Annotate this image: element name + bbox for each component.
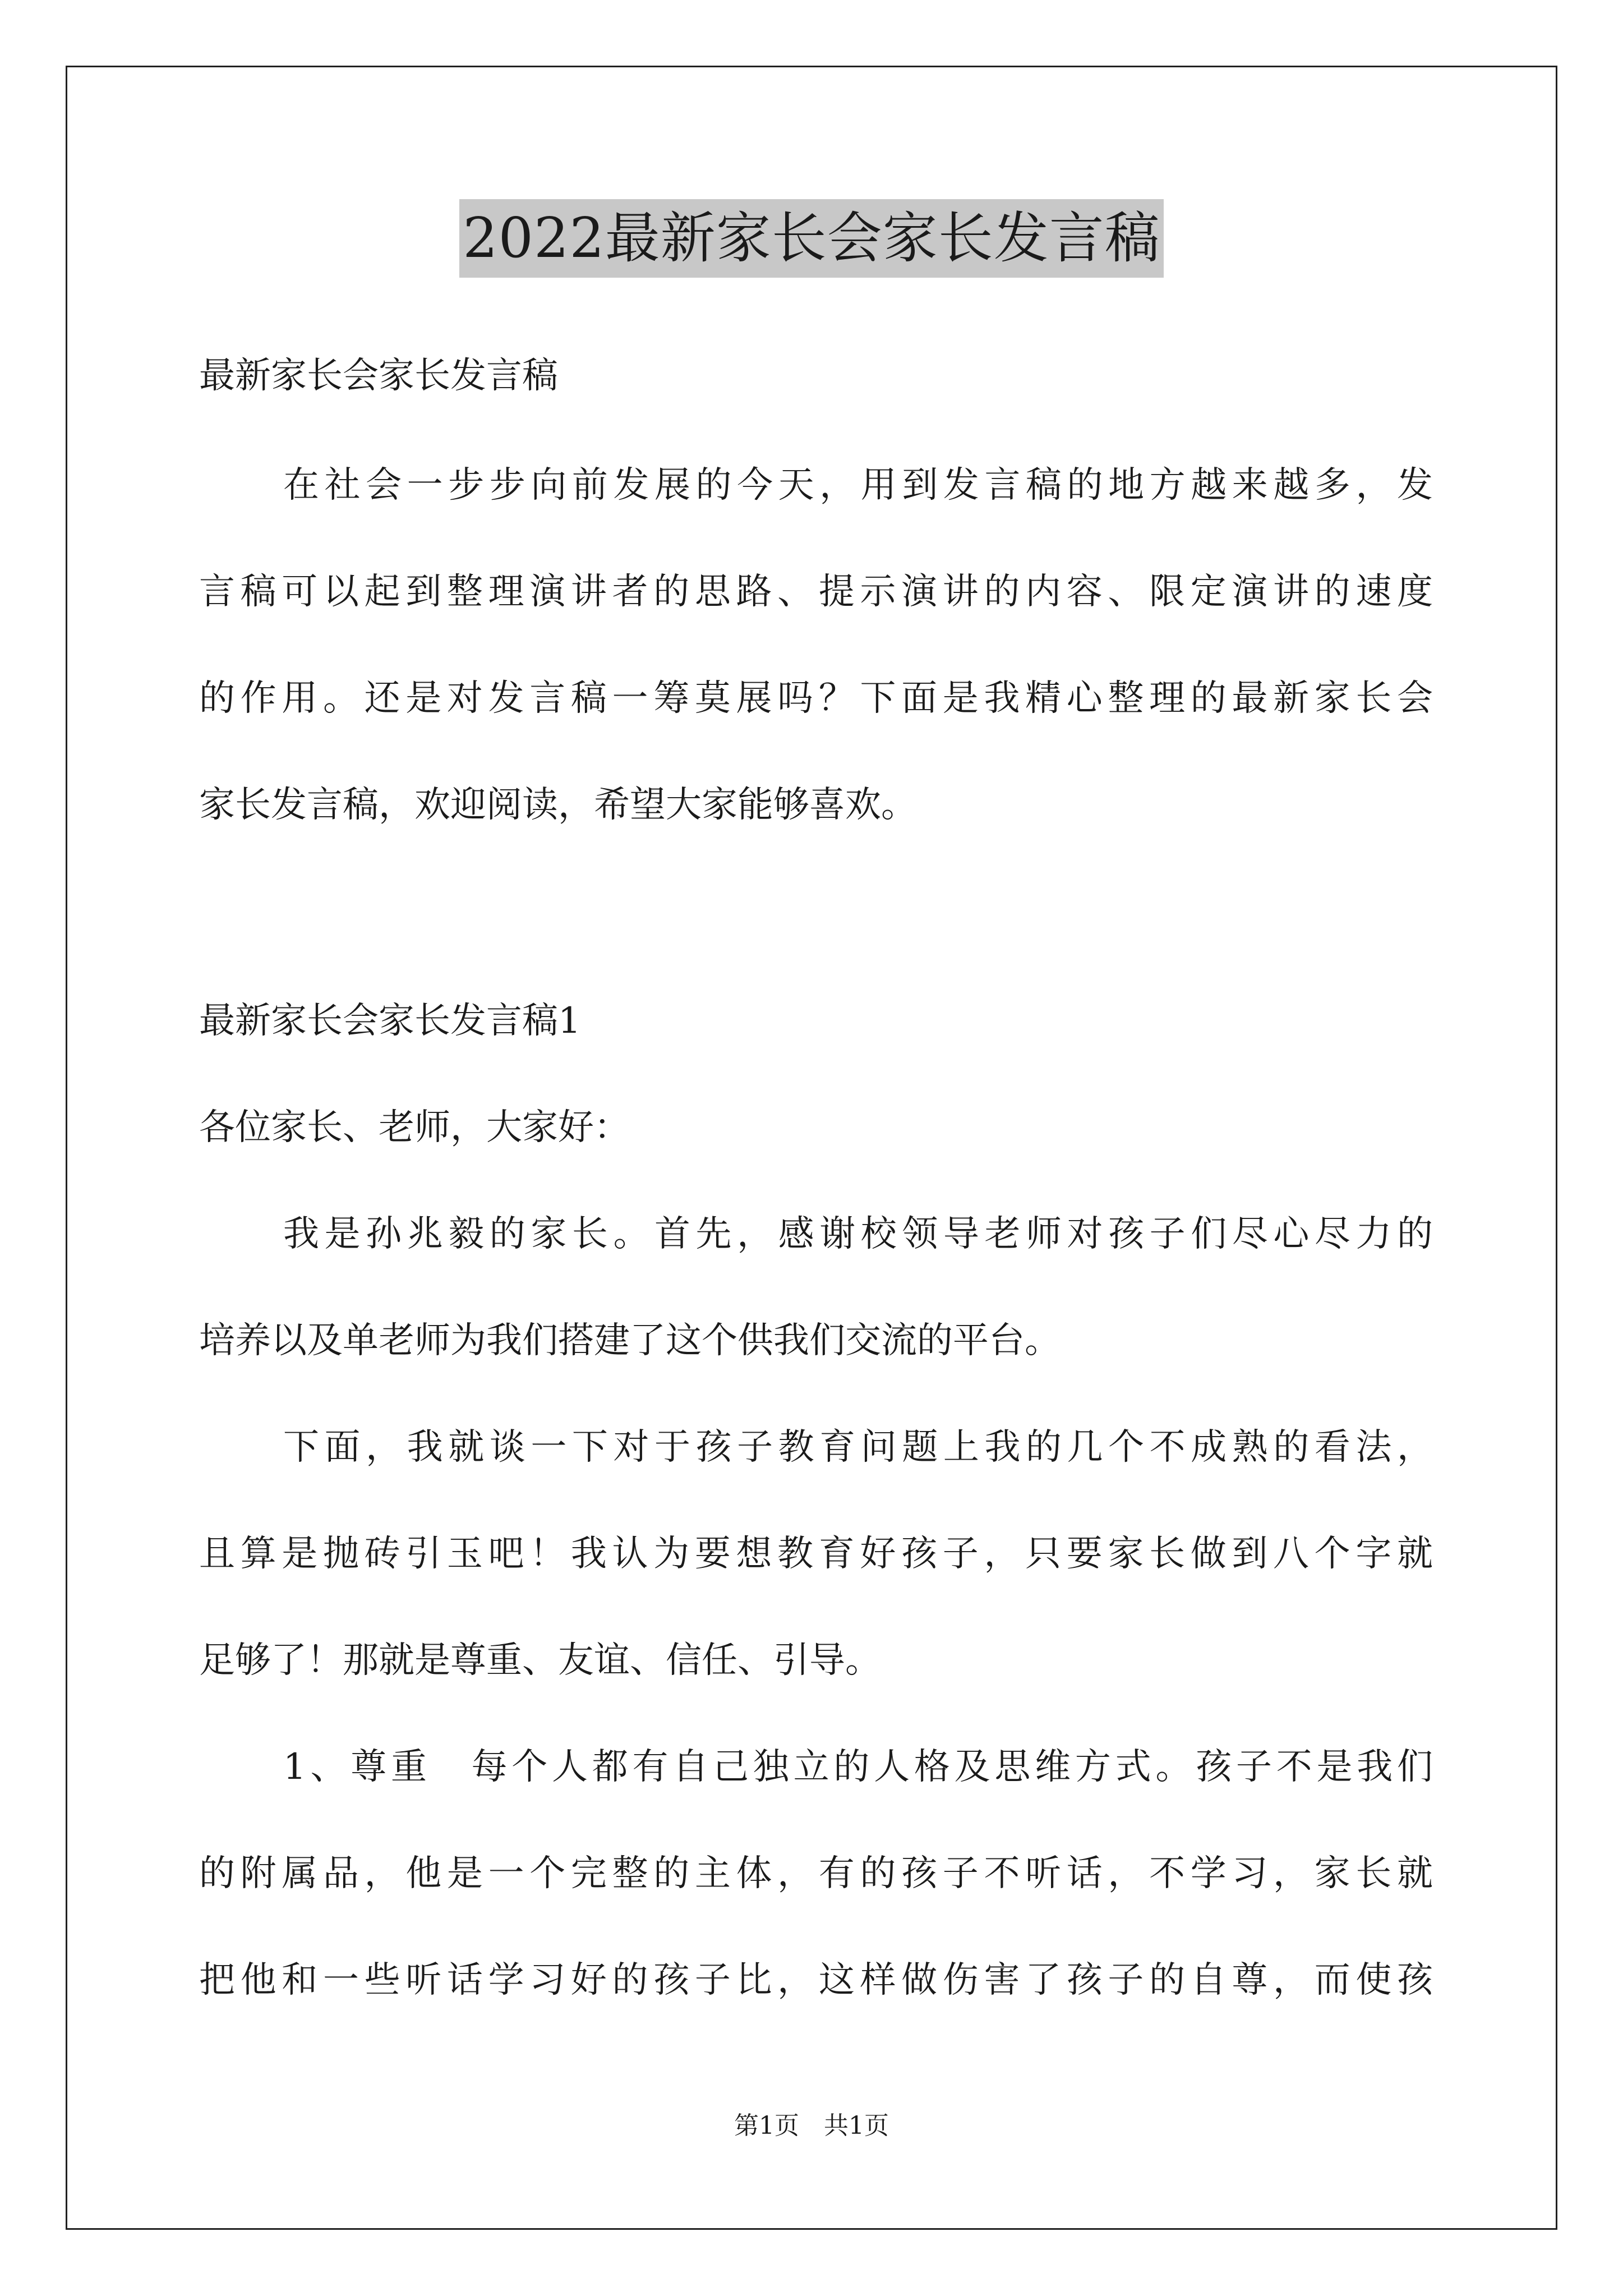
page-number-footer: 第1页 共1页 [734, 2111, 889, 2140]
document-subtitle: 最新家长会家长发言稿 [199, 355, 558, 397]
document-title: 2022最新家长会家长发言稿 [459, 199, 1163, 278]
intro-line-2: 言稿可以起到整理演讲者的思路、提示演讲的内容、限定演讲的速度 [199, 571, 1433, 613]
intro-line-4: 家长发言稿，欢迎阅读，希望大家能够喜欢。 [199, 784, 917, 826]
para2-line-2: 且算是抛砖引玉吧！我认为要想教育好孩子，只要家长做到八个字就 [199, 1533, 1433, 1575]
intro-line-3: 的作用。还是对发言稿一筹莫展吗？下面是我精心整理的最新家长会 [199, 678, 1433, 719]
para1-line-2: 培养以及单老师为我们搭建了这个供我们交流的平台。 [199, 1320, 1061, 1361]
para3-line-1: 1、尊重 每个人都有自己独立的人格及思维方式。孩子不是我们 [283, 1746, 1433, 1788]
title-area [0, 199, 1623, 278]
section-heading: 最新家长会家长发言稿1 [199, 1000, 581, 1042]
para3-line-3: 把他和一些听话学习好的孩子比，这样做伤害了孩子的自尊，而使孩 [199, 1959, 1433, 2001]
para2-line-3: 足够了！那就是尊重、友谊、信任、引导。 [199, 1640, 881, 1681]
para3-line-2: 的附属品，他是一个完整的主体，有的孩子不听话，不学习，家长就 [199, 1853, 1433, 1894]
intro-line-1: 在社会一步步向前发展的今天，用到发言稿的地方越来越多，发 [283, 464, 1433, 506]
para2-line-1: 下面，我就谈一下对于孩子教育问题上我的几个不成熟的看法， [283, 1427, 1433, 1468]
greeting: 各位家长、老师，大家好： [199, 1107, 630, 1148]
para1-line-1: 我是孙兆毅的家长。首先，感谢校领导老师对孩子们尽心尽力的 [283, 1213, 1433, 1255]
